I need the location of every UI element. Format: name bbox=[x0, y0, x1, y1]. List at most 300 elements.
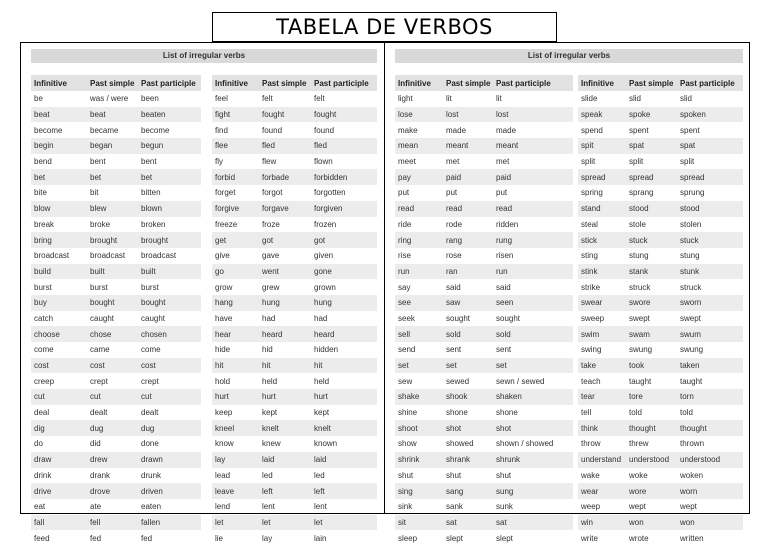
table-row bbox=[578, 405, 743, 421]
table-row bbox=[212, 358, 377, 374]
past-simple-cell: felt bbox=[262, 94, 273, 104]
table-row bbox=[578, 499, 743, 515]
infinitive-cell: feed bbox=[34, 533, 50, 543]
past-simple-cell: broadcast bbox=[90, 251, 126, 261]
column-header: Infinitive bbox=[212, 75, 259, 91]
past-simple-cell: found bbox=[262, 125, 283, 135]
past-simple-cell: gave bbox=[262, 251, 280, 261]
past-simple-cell: rose bbox=[446, 251, 462, 261]
past-participle-cell: worn bbox=[677, 483, 743, 499]
past-simple-cell: paid bbox=[443, 169, 493, 185]
past-participle-cell: slid bbox=[680, 94, 693, 104]
infinitive-cell: send bbox=[398, 345, 416, 355]
past-simple-cell: wore bbox=[626, 483, 677, 499]
past-simple-cell: put bbox=[446, 188, 458, 198]
infinitive-cell: freeze bbox=[215, 219, 238, 229]
table-row bbox=[578, 483, 743, 499]
past-participle-cell: caught bbox=[141, 313, 166, 323]
past-participle-cell: been bbox=[141, 94, 159, 104]
infinitive-cell: split bbox=[581, 157, 596, 167]
past-simple-cell: sat bbox=[443, 515, 493, 531]
past-simple-cell: wept bbox=[629, 502, 646, 512]
column-header: Past simple bbox=[443, 75, 493, 91]
table-header-row bbox=[578, 75, 743, 91]
table-row bbox=[395, 295, 573, 311]
past-participle-cell: bitten bbox=[141, 188, 161, 198]
infinitive-cell: make bbox=[398, 125, 418, 135]
table-row bbox=[578, 420, 743, 436]
infinitive-cell: shake bbox=[395, 389, 443, 405]
past-participle-cell: bet bbox=[138, 169, 201, 185]
past-participle-cell: lost bbox=[493, 107, 573, 123]
past-simple-cell: hit bbox=[259, 358, 311, 374]
table-row bbox=[212, 122, 377, 138]
past-simple-cell: did bbox=[90, 439, 101, 449]
column-header: Past simple bbox=[87, 75, 138, 91]
past-simple-cell: showed bbox=[446, 439, 474, 449]
table-row bbox=[578, 154, 743, 170]
past-simple-cell: took bbox=[626, 358, 677, 374]
past-simple-cell: let bbox=[259, 515, 311, 531]
table-row bbox=[578, 311, 743, 327]
infinitive-cell: begin bbox=[31, 138, 87, 154]
table-row bbox=[31, 373, 201, 389]
infinitive-cell: slide bbox=[581, 94, 598, 104]
past-participle-cell: shut bbox=[496, 470, 512, 480]
table-row bbox=[578, 468, 743, 484]
past-participle-cell: shrunk bbox=[493, 452, 573, 468]
column-header: Past participle bbox=[493, 75, 573, 91]
infinitive-cell: lose bbox=[395, 107, 443, 123]
past-simple-cell: spat bbox=[626, 138, 677, 154]
infinitive-cell: have bbox=[215, 313, 233, 323]
infinitive-cell: spring bbox=[581, 188, 603, 198]
past-simple-cell: tore bbox=[626, 389, 677, 405]
past-participle-cell: kept bbox=[314, 408, 330, 418]
infinitive-cell: catch bbox=[34, 313, 54, 323]
past-participle-cell: stuck bbox=[677, 232, 743, 248]
infinitive-cell: drink bbox=[34, 470, 52, 480]
column-header: Past participle bbox=[677, 75, 743, 91]
past-participle-cell: sung bbox=[493, 483, 573, 499]
table-row bbox=[212, 499, 377, 515]
infinitive-cell: get bbox=[212, 232, 259, 248]
table-row bbox=[31, 248, 201, 264]
past-simple-cell: lay bbox=[262, 533, 273, 543]
past-participle-cell: lit bbox=[496, 94, 502, 104]
past-participle-cell: slept bbox=[496, 533, 513, 543]
infinitive-cell: mean bbox=[395, 138, 443, 154]
past-simple-cell: thought bbox=[626, 420, 677, 436]
table-row bbox=[212, 201, 377, 217]
table-row bbox=[31, 201, 201, 217]
past-simple-cell: went bbox=[259, 264, 311, 280]
table-row bbox=[31, 515, 201, 531]
past-simple-cell: got bbox=[259, 232, 311, 248]
table-row bbox=[395, 483, 573, 499]
past-simple-cell: cost bbox=[87, 358, 138, 374]
past-simple-cell: rang bbox=[443, 232, 493, 248]
infinitive-cell: throw bbox=[581, 439, 601, 449]
infinitive-cell: write bbox=[581, 533, 598, 543]
infinitive-cell: put bbox=[398, 188, 410, 198]
table-row bbox=[395, 530, 573, 546]
table-row bbox=[212, 217, 377, 233]
past-simple-cell: led bbox=[262, 470, 273, 480]
infinitive-cell: speak bbox=[578, 107, 626, 123]
past-participle-cell: gone bbox=[311, 264, 377, 280]
verb-table bbox=[212, 75, 377, 546]
table-header-row bbox=[395, 75, 573, 91]
infinitive-cell: win bbox=[578, 515, 626, 531]
infinitive-cell: bet bbox=[31, 169, 87, 185]
infinitive-cell: spend bbox=[581, 125, 603, 135]
table-row bbox=[395, 185, 573, 201]
infinitive-cell: forgive bbox=[212, 201, 259, 217]
past-simple-cell: sank bbox=[446, 502, 463, 512]
table-row bbox=[395, 138, 573, 154]
past-participle-cell: flown bbox=[314, 157, 333, 167]
infinitive-cell: break bbox=[34, 219, 55, 229]
past-participle-cell: sprung bbox=[680, 188, 705, 198]
infinitive-cell: sting bbox=[581, 251, 598, 261]
infinitive-cell: hit bbox=[212, 358, 259, 374]
past-participle-cell: stung bbox=[680, 251, 700, 261]
past-participle-cell: eaten bbox=[141, 502, 162, 512]
past-simple-cell: shook bbox=[443, 389, 493, 405]
infinitive-cell: stand bbox=[578, 201, 626, 217]
table-row bbox=[578, 358, 743, 374]
past-participle-cell: wept bbox=[680, 502, 697, 512]
infinitive-cell: light bbox=[398, 94, 413, 104]
past-simple-cell: dealt bbox=[90, 408, 108, 418]
table-row bbox=[212, 295, 377, 311]
table-row bbox=[578, 248, 743, 264]
past-simple-cell: sewed bbox=[446, 376, 470, 386]
past-simple-cell: ran bbox=[443, 264, 493, 280]
past-participle-cell: thought bbox=[677, 420, 743, 436]
past-simple-cell: stole bbox=[629, 219, 646, 229]
infinitive-cell: hang bbox=[212, 295, 259, 311]
infinitive-cell: strike bbox=[581, 282, 601, 292]
table-row bbox=[578, 452, 743, 468]
table-row bbox=[395, 122, 573, 138]
panel-heading: List of irregular verbs bbox=[31, 49, 377, 63]
infinitive-cell: shrink bbox=[395, 452, 443, 468]
infinitive-cell: stick bbox=[578, 232, 626, 248]
table-row bbox=[31, 452, 201, 468]
past-simple-cell: spread bbox=[626, 169, 677, 185]
past-participle-cell: stolen bbox=[680, 219, 702, 229]
past-participle-cell: taught bbox=[680, 376, 703, 386]
past-participle-cell: had bbox=[314, 313, 328, 323]
past-participle-cell: dealt bbox=[141, 408, 159, 418]
past-participle-cell: burst bbox=[141, 282, 159, 292]
past-simple-cell: saw bbox=[443, 295, 493, 311]
past-simple-cell: sang bbox=[443, 483, 493, 499]
panel-heading: List of irregular verbs bbox=[395, 49, 743, 63]
past-participle-cell: begun bbox=[138, 138, 201, 154]
past-simple-cell: held bbox=[262, 376, 278, 386]
table-row bbox=[212, 436, 377, 452]
past-simple-cell: burst bbox=[90, 282, 108, 292]
past-simple-cell: bit bbox=[90, 188, 99, 198]
column-header: Past simple bbox=[626, 75, 677, 91]
past-participle-cell: told bbox=[680, 408, 693, 418]
past-simple-cell: blew bbox=[87, 201, 138, 217]
past-participle-cell: cost bbox=[138, 358, 201, 374]
infinitive-cell: lend bbox=[215, 502, 231, 512]
past-simple-cell: sprang bbox=[629, 188, 654, 198]
infinitive-cell: fly bbox=[215, 157, 223, 167]
table-row bbox=[212, 248, 377, 264]
table-row bbox=[212, 279, 377, 295]
table-row bbox=[212, 483, 377, 499]
past-simple-cell: knew bbox=[262, 439, 281, 449]
table-row bbox=[395, 342, 573, 358]
table-row bbox=[31, 436, 201, 452]
table-row bbox=[395, 405, 573, 421]
past-participle-cell: broken bbox=[141, 219, 166, 229]
past-simple-cell: fed bbox=[90, 533, 102, 543]
past-simple-cell: understood bbox=[626, 452, 677, 468]
past-simple-cell: stank bbox=[626, 264, 677, 280]
infinitive-cell: spread bbox=[578, 169, 626, 185]
past-simple-cell: began bbox=[87, 138, 138, 154]
table-row bbox=[31, 530, 201, 546]
past-simple-cell: hurt bbox=[259, 389, 311, 405]
table-row bbox=[31, 468, 201, 484]
table-row bbox=[578, 122, 743, 138]
past-participle-cell: met bbox=[496, 157, 510, 167]
past-simple-cell: bent bbox=[90, 157, 106, 167]
past-simple-cell: laid bbox=[259, 452, 311, 468]
column-header: Infinitive bbox=[578, 75, 626, 91]
infinitive-cell: wear bbox=[578, 483, 626, 499]
infinitive-cell: ride bbox=[398, 219, 412, 229]
infinitive-cell: shine bbox=[398, 408, 418, 418]
past-participle-cell: sold bbox=[493, 326, 573, 342]
past-participle-cell: known bbox=[314, 439, 338, 449]
past-simple-cell: became bbox=[90, 125, 119, 135]
past-simple-cell: caught bbox=[90, 313, 115, 323]
past-simple-cell: kept bbox=[262, 408, 278, 418]
past-participle-cell: held bbox=[314, 376, 330, 386]
table-row bbox=[212, 91, 377, 107]
infinitive-cell: read bbox=[395, 201, 443, 217]
table-row bbox=[578, 373, 743, 389]
past-simple-cell: split bbox=[629, 157, 644, 167]
past-simple-cell: wrote bbox=[629, 533, 649, 543]
past-participle-cell: bent bbox=[141, 157, 157, 167]
past-simple-cell: had bbox=[262, 313, 276, 323]
table-row bbox=[31, 311, 201, 327]
past-simple-cell: stung bbox=[629, 251, 649, 261]
table-row bbox=[578, 91, 743, 107]
table-row bbox=[212, 373, 377, 389]
table-row bbox=[212, 264, 377, 280]
past-simple-cell: shot bbox=[443, 420, 493, 436]
past-simple-cell: lost bbox=[443, 107, 493, 123]
past-participle-cell: woken bbox=[680, 470, 704, 480]
infinitive-cell: teach bbox=[581, 376, 601, 386]
past-participle-cell: ridden bbox=[496, 219, 519, 229]
infinitive-cell: do bbox=[34, 439, 43, 449]
table-row bbox=[31, 169, 201, 185]
past-simple-cell: swept bbox=[629, 313, 650, 323]
table-row bbox=[395, 499, 573, 515]
table-row bbox=[578, 436, 743, 452]
past-simple-cell: stood bbox=[626, 201, 677, 217]
table-row bbox=[578, 530, 743, 546]
infinitive-cell: lie bbox=[215, 533, 224, 543]
infinitive-cell: blow bbox=[31, 201, 87, 217]
infinitive-cell: show bbox=[398, 439, 417, 449]
table-row bbox=[395, 452, 573, 468]
table-row bbox=[395, 420, 573, 436]
table-row bbox=[31, 295, 201, 311]
past-simple-cell: sent bbox=[446, 345, 462, 355]
infinitive-cell: cut bbox=[31, 389, 87, 405]
past-participle-cell: drawn bbox=[138, 452, 201, 468]
infinitive-cell: burst bbox=[34, 282, 52, 292]
table-row bbox=[212, 342, 377, 358]
past-participle-cell: frozen bbox=[314, 219, 337, 229]
table-row bbox=[395, 373, 573, 389]
table-row bbox=[31, 91, 201, 107]
past-participle-cell: taken bbox=[677, 358, 743, 374]
infinitive-cell: forbid bbox=[212, 169, 259, 185]
table-row bbox=[395, 169, 573, 185]
infinitive-cell: swear bbox=[578, 295, 626, 311]
infinitive-cell: buy bbox=[31, 295, 87, 311]
past-simple-cell: made bbox=[446, 125, 467, 135]
infinitive-cell: come bbox=[34, 345, 54, 355]
past-simple-cell: swam bbox=[626, 326, 677, 342]
column-header: Past participle bbox=[138, 75, 201, 91]
past-simple-cell: fell bbox=[87, 515, 138, 531]
past-simple-cell: meant bbox=[443, 138, 493, 154]
infinitive-cell: give bbox=[215, 251, 230, 261]
infinitive-cell: cost bbox=[31, 358, 87, 374]
table-row bbox=[31, 483, 201, 499]
infinitive-cell: fight bbox=[212, 107, 259, 123]
past-simple-cell: broke bbox=[90, 219, 111, 229]
past-participle-cell: sunk bbox=[496, 502, 513, 512]
infinitive-cell: set bbox=[395, 358, 443, 374]
past-participle-cell: put bbox=[496, 188, 508, 198]
table-row bbox=[395, 436, 573, 452]
past-participle-cell: heard bbox=[311, 326, 377, 342]
past-participle-cell: made bbox=[496, 125, 517, 135]
past-participle-cell: set bbox=[493, 358, 573, 374]
infinitive-cell: find bbox=[215, 125, 228, 135]
past-simple-cell: spoke bbox=[626, 107, 677, 123]
infinitive-cell: hide bbox=[215, 345, 231, 355]
table-row bbox=[212, 326, 377, 342]
table-row bbox=[212, 185, 377, 201]
table-row bbox=[212, 138, 377, 154]
infinitive-cell: feel bbox=[215, 94, 228, 104]
past-participle-cell: stood bbox=[677, 201, 743, 217]
past-simple-cell: won bbox=[626, 515, 677, 531]
infinitive-cell: wake bbox=[581, 470, 600, 480]
table-row bbox=[395, 201, 573, 217]
past-participle-cell: crept bbox=[141, 376, 159, 386]
table-row bbox=[578, 515, 743, 531]
table-row bbox=[395, 279, 573, 295]
past-participle-cell: shown / showed bbox=[496, 439, 554, 449]
infinitive-cell: sink bbox=[398, 502, 413, 512]
past-participle-cell: swum bbox=[677, 326, 743, 342]
past-participle-cell: drunk bbox=[141, 470, 162, 480]
table-row bbox=[212, 515, 377, 531]
infinitive-cell: take bbox=[578, 358, 626, 374]
past-simple-cell: cut bbox=[87, 389, 138, 405]
past-simple-cell: taught bbox=[629, 376, 652, 386]
infinitive-cell: fall bbox=[31, 515, 87, 531]
table-row bbox=[212, 468, 377, 484]
infinitive-cell: leave bbox=[212, 483, 259, 499]
past-participle-cell: struck bbox=[680, 282, 702, 292]
infinitive-cell: rise bbox=[398, 251, 411, 261]
infinitive-cell: go bbox=[212, 264, 259, 280]
infinitive-cell: draw bbox=[31, 452, 87, 468]
past-participle-cell: sought bbox=[496, 313, 521, 323]
infinitive-cell: lay bbox=[212, 452, 259, 468]
past-participle-cell: built bbox=[138, 264, 201, 280]
past-simple-cell: shrank bbox=[443, 452, 493, 468]
infinitive-cell: know bbox=[215, 439, 234, 449]
table-row bbox=[578, 201, 743, 217]
table-row bbox=[212, 389, 377, 405]
infinitive-cell: forget bbox=[215, 188, 236, 198]
past-simple-cell: rode bbox=[446, 219, 463, 229]
past-participle-cell: forgotten bbox=[314, 188, 346, 198]
past-participle-cell: stunk bbox=[677, 264, 743, 280]
past-simple-cell: dug bbox=[87, 420, 138, 436]
past-participle-cell: spent bbox=[680, 125, 700, 135]
past-simple-cell: fled bbox=[259, 138, 311, 154]
table-row bbox=[395, 326, 573, 342]
infinitive-cell: deal bbox=[34, 408, 50, 418]
past-participle-cell: fought bbox=[311, 107, 377, 123]
infinitive-cell: beat bbox=[31, 107, 87, 123]
infinitive-cell: creep bbox=[34, 376, 55, 386]
past-participle-cell: won bbox=[677, 515, 743, 531]
infinitive-cell: let bbox=[212, 515, 259, 531]
table-row bbox=[31, 264, 201, 280]
past-simple-cell: read bbox=[443, 201, 493, 217]
table-row bbox=[212, 154, 377, 170]
past-simple-cell: drove bbox=[87, 483, 138, 499]
table-header-row bbox=[31, 75, 201, 91]
infinitive-cell: sew bbox=[398, 376, 413, 386]
past-simple-cell: forgave bbox=[259, 201, 311, 217]
table-row bbox=[578, 295, 743, 311]
past-simple-cell: lent bbox=[262, 502, 275, 512]
infinitive-cell: shut bbox=[398, 470, 414, 480]
past-participle-cell: knelt bbox=[311, 420, 377, 436]
past-simple-cell: came bbox=[90, 345, 110, 355]
table-row bbox=[31, 122, 201, 138]
past-participle-cell: driven bbox=[138, 483, 201, 499]
infinitive-cell: sweep bbox=[581, 313, 605, 323]
verb-table bbox=[578, 75, 743, 546]
past-simple-cell: hung bbox=[259, 295, 311, 311]
table-row bbox=[31, 342, 201, 358]
past-simple-cell: brought bbox=[87, 232, 138, 248]
